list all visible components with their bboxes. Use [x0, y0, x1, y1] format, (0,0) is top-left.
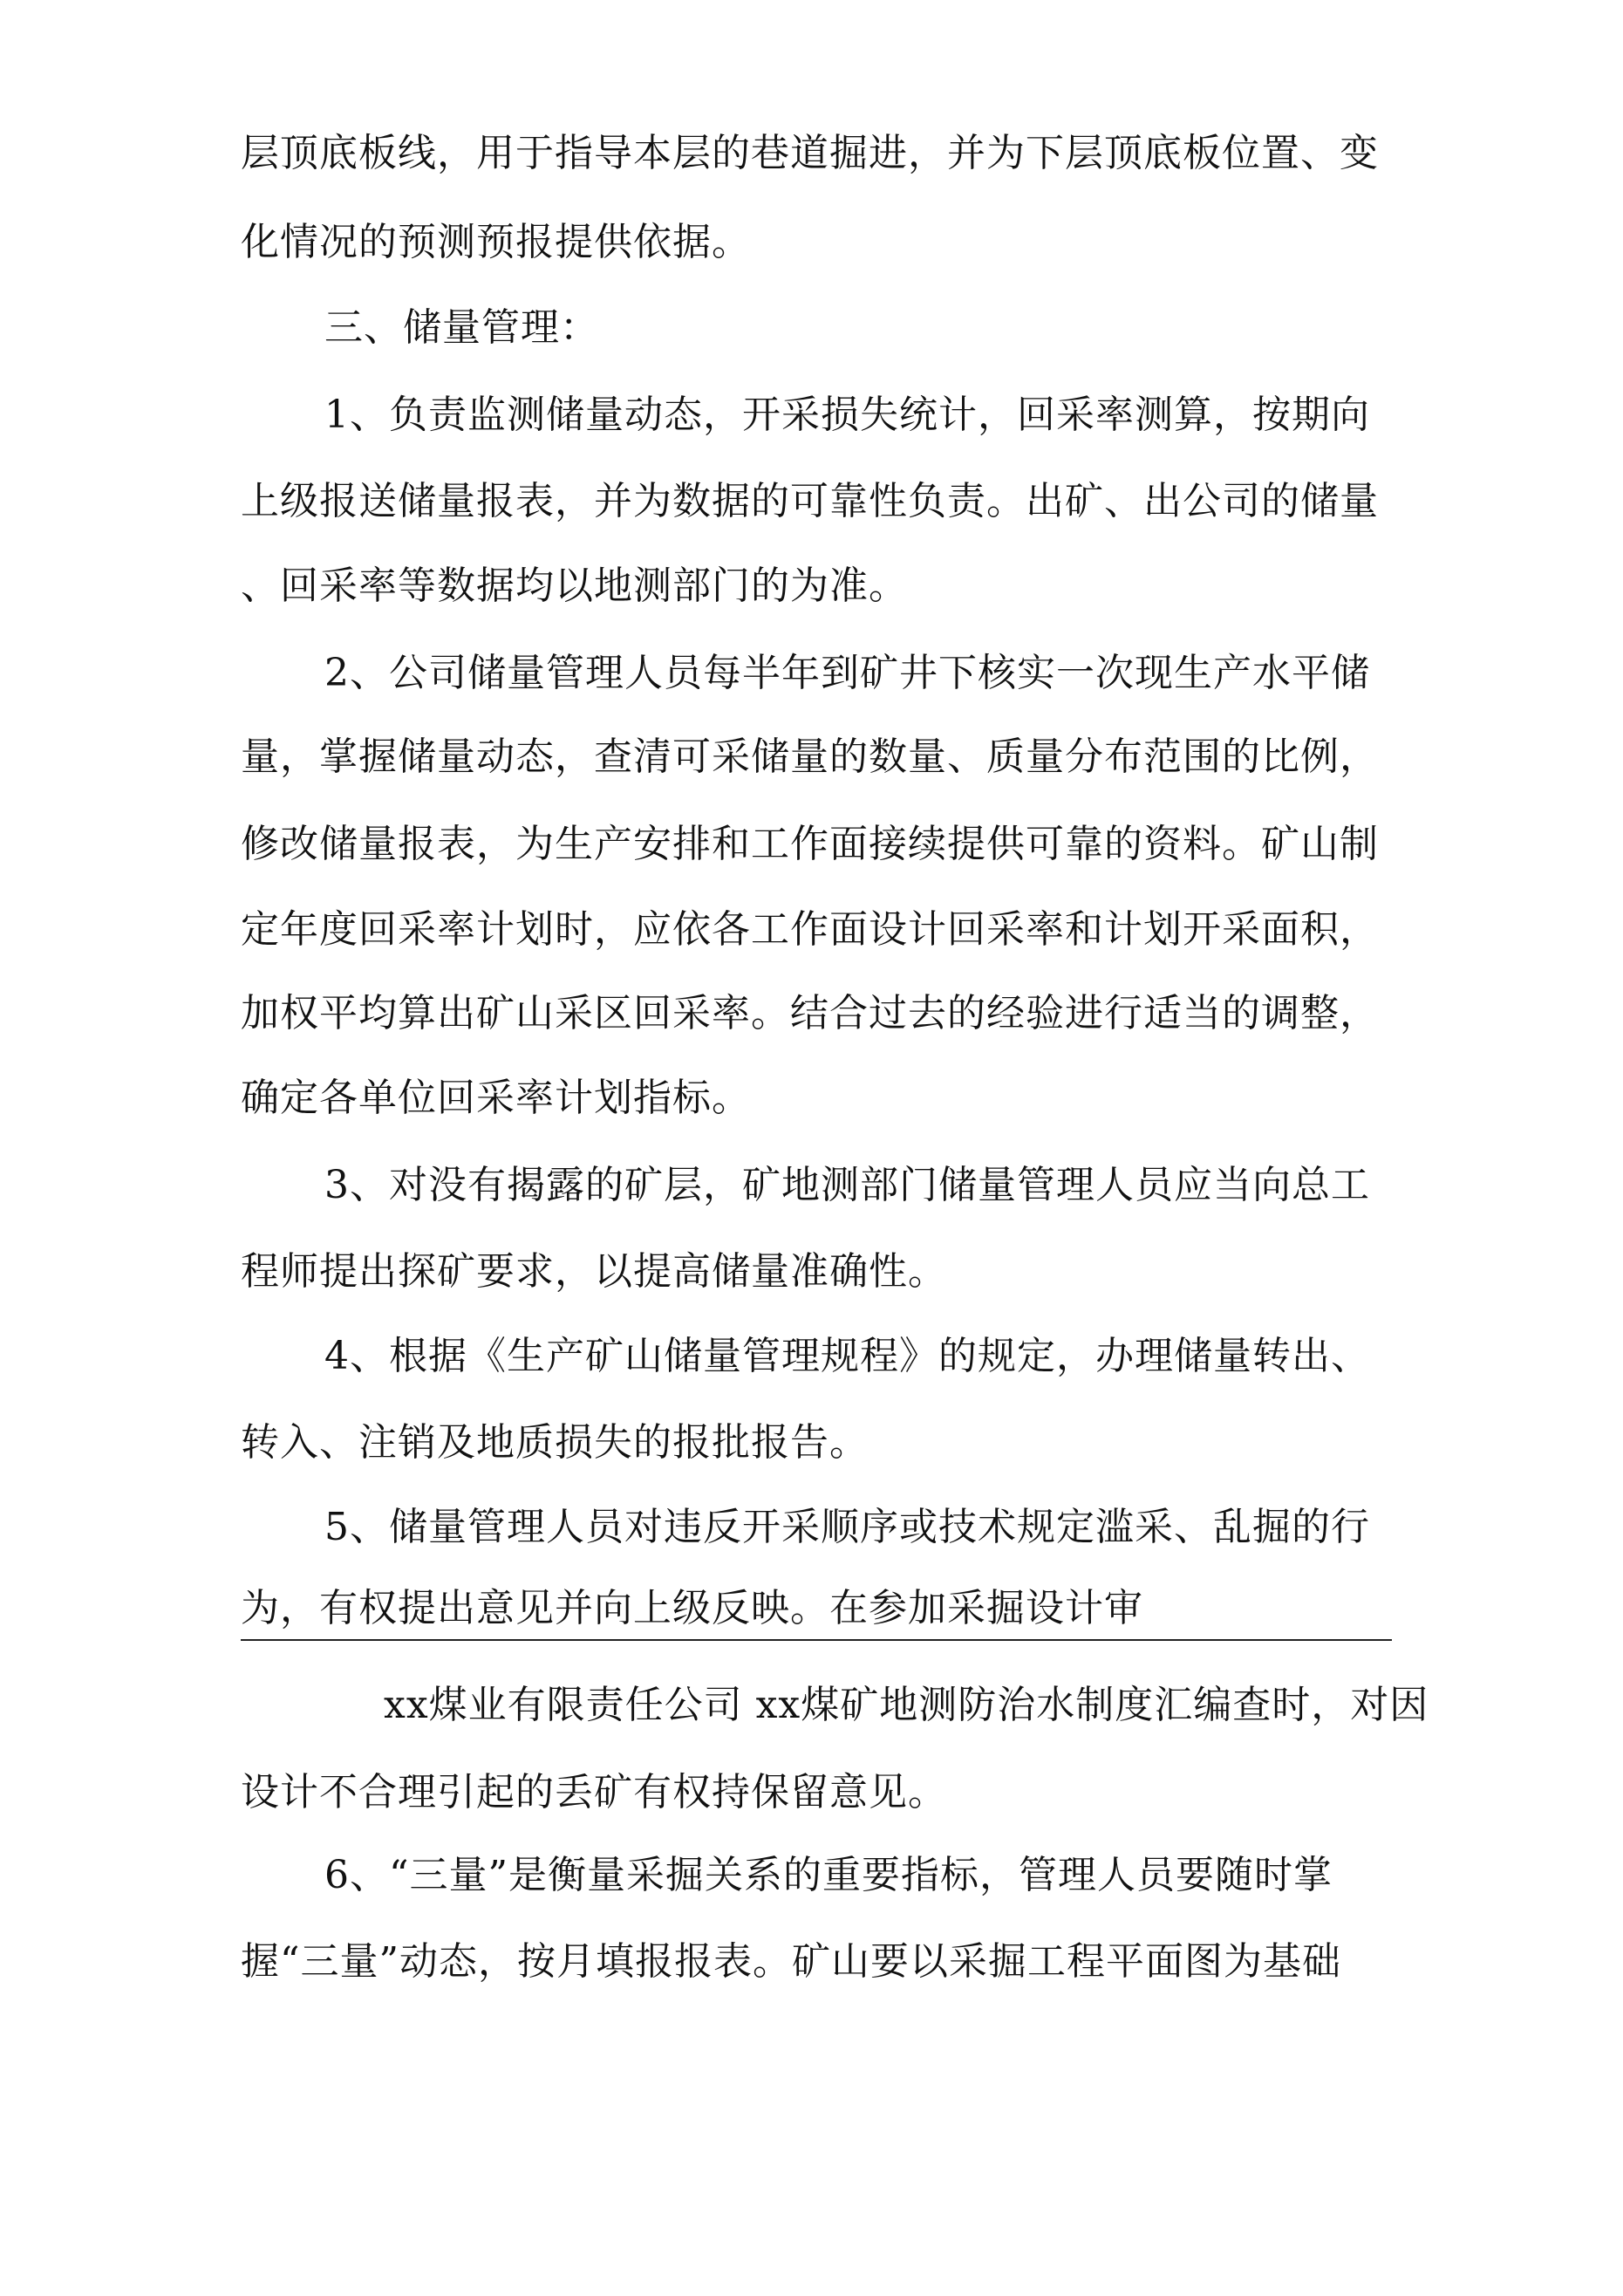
text-line: 量，掌握储量动态，查清可采储量的数量、质量分布范围的比例，	[241, 735, 1379, 779]
running-text-line: xx煤业有限责任公司 xx煤矿地测防治水制度汇编查时，对因	[384, 1683, 1429, 1727]
text-line: 转入、注销及地质损失的报批报告。	[241, 1420, 869, 1465]
text-line: 确定各单位回采率计划指标。	[241, 1076, 751, 1120]
text-line: 定年度回采率计划时，应依各工作面设计回采率和计划开采面积，	[241, 907, 1379, 952]
text-line: 为，有权提出意见并向上级反映。在参加采掘设计审	[241, 1586, 1143, 1630]
text-line: 加权平均算出矿山采区回采率。结合过去的经验进行适当的调整，	[241, 991, 1379, 1035]
text-line: 、回采率等数据均以地测部门的为准。	[241, 564, 908, 608]
text-line: 层顶底板线，用于指导本层的巷道掘进，并为下层顶底板位置、变	[241, 131, 1379, 175]
horizontal-rule	[241, 1639, 1392, 1641]
text-line: 4、根据《生产矿山储量管理规程》的规定，办理储量转出、	[324, 1334, 1370, 1378]
text-line: 握“三量”动态，按月填报报表。矿山要以采掘工程平面图为基础	[241, 1939, 1341, 1984]
text-line: 程师提出探矿要求，以提高储量准确性。	[241, 1249, 947, 1294]
text-line: 2、公司储量管理人员每半年到矿井下核实一次现生产水平储	[324, 651, 1370, 695]
text-line: 化情况的预测预报提供依据。	[241, 220, 751, 264]
text-line: 上级报送储量报表，并为数据的可靠性负责。出矿、出公司的储量	[241, 479, 1379, 523]
text-line: 3、对没有揭露的矿层，矿地测部门储量管理人员应当向总工	[324, 1163, 1370, 1207]
text-line: 设计不合理引起的丢矿有权持保留意见。	[241, 1770, 947, 1814]
text-line: 1、负责监测储量动态，开采损失统计，回采率测算，按期向	[324, 393, 1370, 437]
text-line: 修改储量报表，为生产安排和工作面接续提供可靠的资料。矿山制	[241, 822, 1379, 866]
section-heading: 三、储量管理：	[324, 305, 599, 350]
text-line: 5、储量管理人员对违反开采顺序或技术规定滥采、乱掘的行	[324, 1505, 1370, 1549]
text-line: 6、“三量”是衡量采掘关系的重要指标，管理人员要随时掌	[324, 1853, 1333, 1897]
